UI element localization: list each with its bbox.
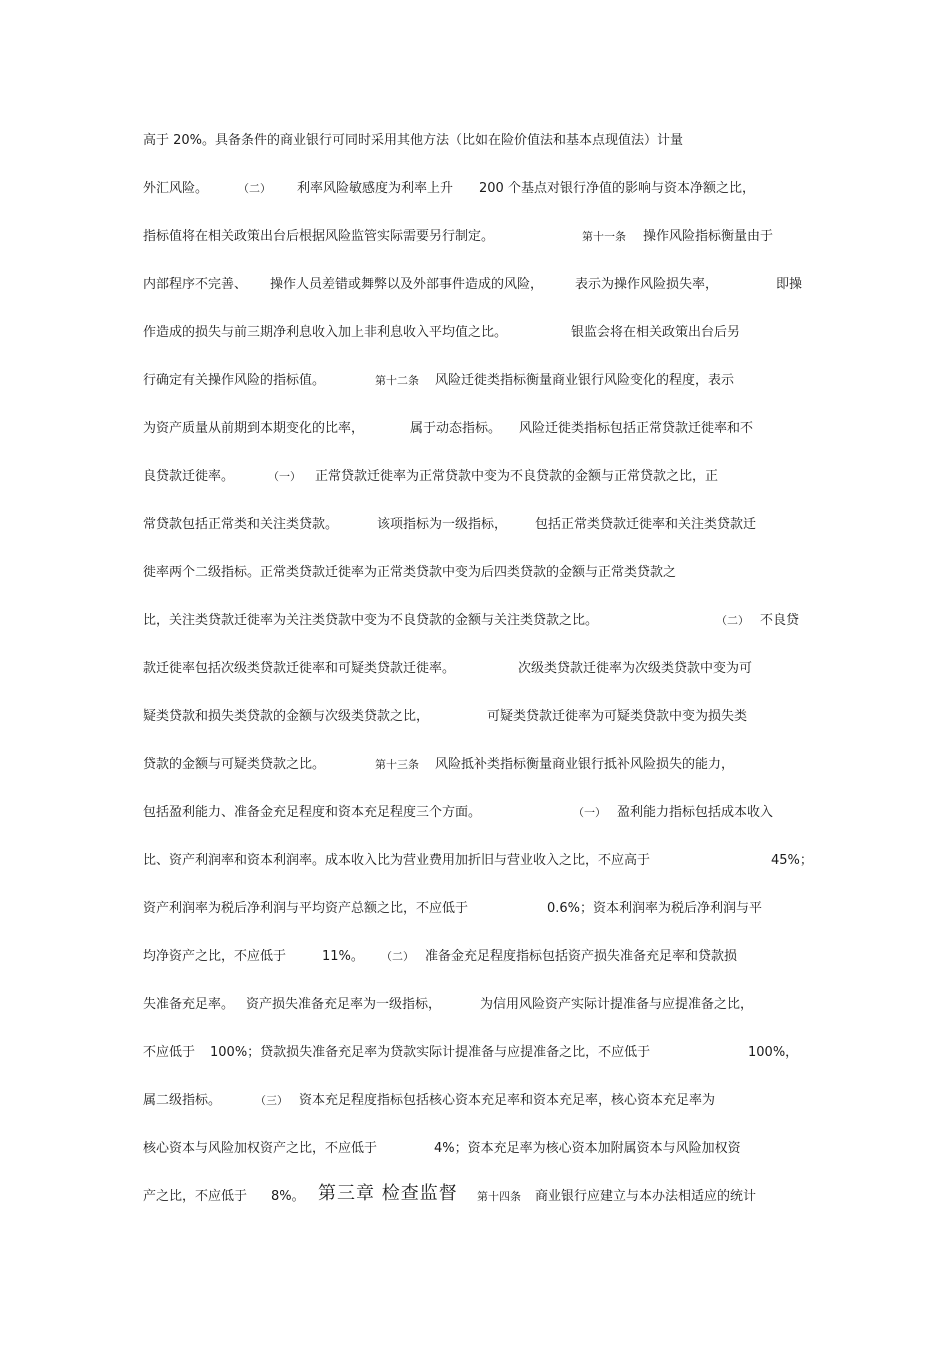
text-segment: 良贷款迁徙率。 (143, 469, 235, 484)
text-segment: 比、资产利润率和资本利润率。成本收入比为营业费用加折旧与营业收入之比，不应高于 (143, 853, 651, 868)
text-segment: 常贷款包括正常类和关注类贷款。 (143, 517, 339, 532)
text-segment: 100%；贷款损失准备充足率为贷款实际计提准备与应提准备之比，不应低于 (210, 1045, 651, 1060)
text-segment: 银监会将在相关政策出台后另 (571, 325, 741, 340)
text-segment: 为信用风险资产实际计提准备与应提准备之比， (480, 997, 754, 1012)
article-marker: 第十四条 (477, 1190, 521, 1203)
text-segment: 包括盈利能力、准备金充足程度和资本充足程度三个方面。 (143, 805, 482, 820)
text-segment: 作造成的损失与前三期净利息收入加上非利息收入平均值之比。 (143, 325, 508, 340)
text-segment: 资产利润率为税后净利润与平均资产总额之比，不应低于 (143, 901, 469, 916)
article-marker: 第十一条 (582, 230, 626, 243)
text-segment: 次级类贷款迁徙率为次级类贷款中变为可 (518, 661, 753, 676)
article-marker: （二） (716, 614, 749, 627)
text-segment: 款迁徙率包括次级类贷款迁徙率和可疑类贷款迁徙率。 (143, 661, 456, 676)
text-segment: 不应低于 (143, 1045, 196, 1060)
text-segment: 产之比，不应低于 (143, 1189, 248, 1204)
text-segment: 失准备充足率。 (143, 997, 235, 1012)
article-marker: （一） (573, 806, 606, 819)
text-segment: 11%。 (322, 949, 364, 964)
article-marker: （二） (238, 182, 271, 195)
text-segment: 资产损失准备充足率为一级指标， (246, 997, 442, 1012)
text-segment: 准备金充足程度指标包括资产损失准备充足率和贷款损 (425, 949, 738, 964)
text-segment: 即操 (776, 277, 803, 292)
text-segment: 200 个基点对银行净值的影响与资本净额之比， (479, 181, 755, 196)
text-segment: 指标值将在相关政策出台后根据风险监管实际需要另行制定。 (143, 229, 495, 244)
text-segment: 资本充足程度指标包括核心资本充足率和资本充足率，核心资本充足率为 (299, 1093, 716, 1108)
article-marker: 第十三条 (375, 758, 419, 771)
text-segment: 为资产质量从前期到本期变化的比率， (143, 421, 365, 436)
text-segment: 包括正常类贷款迁徙率和关注类贷款迁 (535, 517, 757, 532)
text-segment: 利率风险敏感度为利率上升 (297, 181, 454, 196)
article-marker: （三） (255, 1094, 288, 1107)
text-segment: 属二级指标。 (143, 1093, 222, 1108)
text-segment: 不良贷 (760, 613, 800, 628)
text-segment: 风险迁徙类指标衡量商业银行风险变化的程度，表示 (435, 373, 735, 388)
text-segment: 45%； (771, 853, 813, 868)
text-segment: 外汇风险。 (143, 181, 209, 196)
text-segment: 风险抵补类指标衡量商业银行抵补风险损失的能力， (435, 757, 735, 772)
text-segment: 商业银行应建立与本办法相适应的统计 (535, 1189, 757, 1204)
text-segment: 内部程序不完善、 (143, 277, 248, 292)
article-marker: 第十二条 (375, 374, 419, 387)
text-segment: 核心资本与风险加权资产之比，不应低于 (143, 1141, 378, 1156)
text-segment: 徙率两个二级指标。正常类贷款迁徙率为正常类贷款中变为后四类贷款的金额与正常类贷款之 (143, 565, 677, 580)
text-segment: 高于 20%。具备条件的商业银行可同时采用其他方法（比如在险价值法和基本点现值法）计量 (143, 133, 684, 148)
text-segment: 100%， (748, 1045, 799, 1060)
text-segment: 该项指标为一级指标， (377, 517, 508, 532)
text-segment: 风险迁徙类指标包括正常贷款迁徙率和不 (519, 421, 754, 436)
text-segment: 表示为操作风险损失率， (575, 277, 719, 292)
text-segment: 比，关注类贷款迁徙率为关注类贷款中变为不良贷款的金额与关注类贷款之比。 (143, 613, 599, 628)
text-segment: 均净资产之比，不应低于 (143, 949, 287, 964)
text-segment: 贷款的金额与可疑类贷款之比。 (143, 757, 326, 772)
text-segment: 疑类贷款和损失类贷款的金额与次级类贷款之比， (143, 709, 430, 724)
text-segment: 操作风险指标衡量由于 (643, 229, 774, 244)
text-segment: 操作人员差错或舞弊以及外部事件造成的风险， (270, 277, 544, 292)
text-segment: 4%；资本充足率为核心资本加附属资本与风险加权资 (434, 1141, 741, 1156)
article-marker: （一） (268, 470, 301, 483)
text-segment: 可疑类贷款迁徙率为可疑类贷款中变为损失类 (487, 709, 748, 724)
chapter-heading: 第三章 检查监督 (318, 1183, 458, 1204)
text-segment: 盈利能力指标包括成本收入 (617, 805, 774, 820)
article-marker: （二） (381, 950, 414, 963)
text-segment: 0.6%；资本利润率为税后净利润与平 (547, 901, 763, 916)
text-segment: 8%。 (271, 1189, 305, 1204)
text-segment: 正常贷款迁徙率为正常贷款中变为不良贷款的金额与正常贷款之比，正 (315, 469, 719, 484)
text-segment: 属于动态指标。 (410, 421, 502, 436)
text-segment: 行确定有关操作风险的指标值。 (143, 373, 326, 388)
